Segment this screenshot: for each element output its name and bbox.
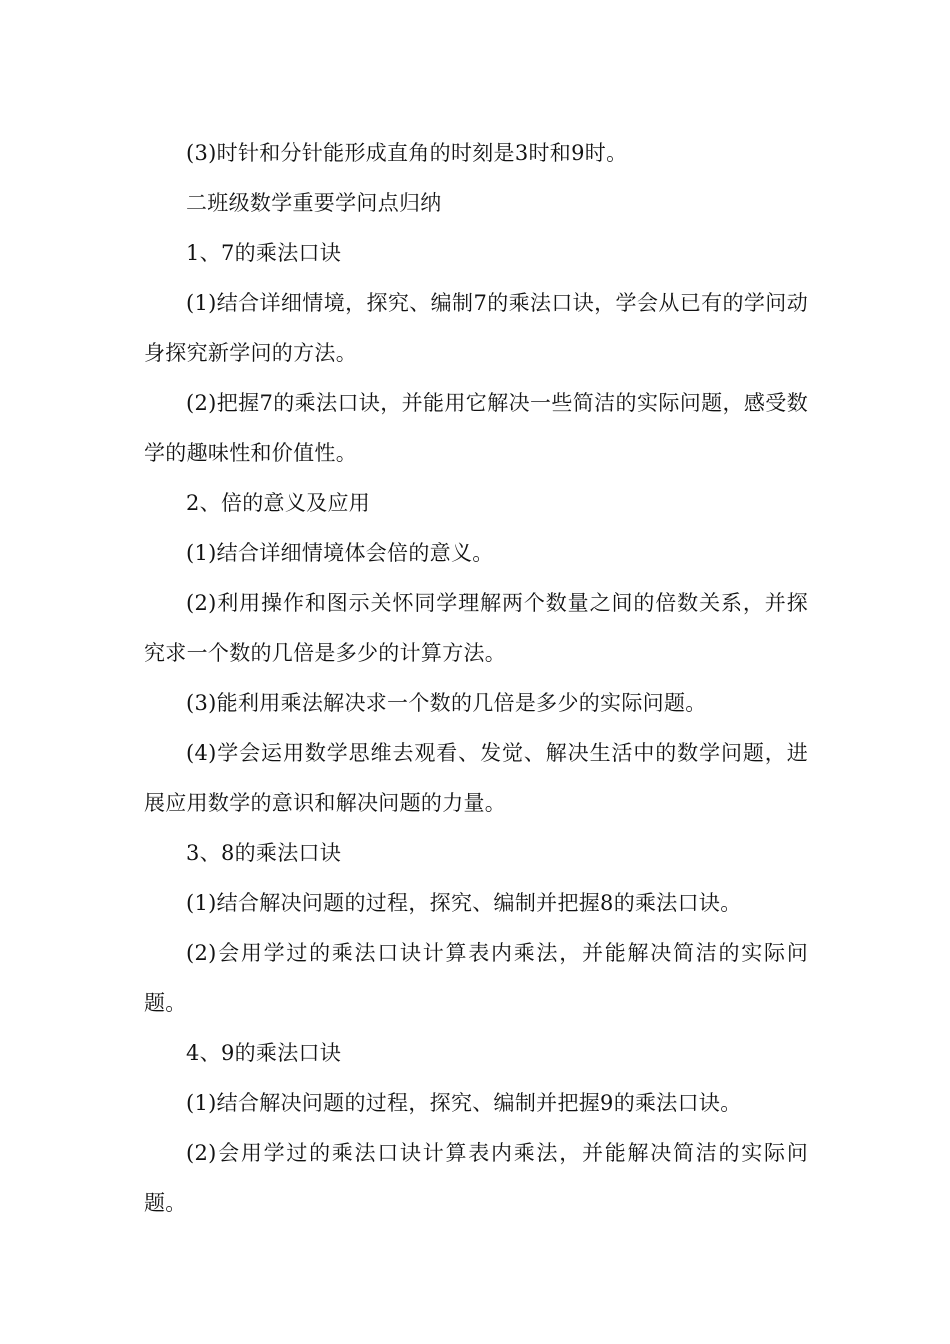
paragraph-multiple-item-4: (4)学会运用数学思维去观看、发觉、解决生活中的数学问题，进展应用数学的意识和解决问题的力量。: [144, 741, 808, 815]
paragraph-7-item-1: (1)结合详细情境，探究、编制7的乘法口诀，学会从已有的学问动身探究新学问的方法。: [144, 291, 808, 365]
paragraph-9-item-1: (1)结合解决问题的过程，探究、编制并把握9的乘法口诀。: [186, 1091, 742, 1115]
heading-9-multiplication: 4、9的乘法口诀: [186, 1041, 342, 1065]
paragraph-7-item-2: (2)把握7的乘法口诀，并能用它解决一些简洁的实际问题，感受数学的趣味性和价值性。: [144, 391, 808, 465]
heading-8-multiplication: 3、8的乘法口诀: [186, 841, 342, 865]
paragraph-8-item-1: (1)结合解决问题的过程，探究、编制并把握8的乘法口诀。: [186, 891, 742, 915]
document-body: [144, 128, 808, 1228]
heading-multiple-meaning: 2、倍的意义及应用: [186, 491, 371, 515]
heading-7-multiplication: 1、7的乘法口诀: [186, 241, 342, 265]
paragraph-multiple-item-2: (2)利用操作和图示关怀同学理解两个数量之间的倍数关系，并探究求一个数的几倍是多少的计算方法。: [144, 591, 808, 665]
paragraph-8-item-2: (2)会用学过的乘法口诀计算表内乘法，并能解决简洁的实际问题。: [144, 941, 808, 1015]
section-heading-summary: 二班级数学重要学问点归纳: [186, 191, 442, 215]
paragraph-multiple-item-1: (1)结合详细情境体会倍的意义。: [186, 541, 494, 565]
paragraph-multiple-item-3: (3)能利用乘法解决求一个数的几倍是多少的实际问题。: [186, 691, 707, 715]
paragraph-clock-right-angle: (3)时针和分针能形成直角的时刻是3时和9时。: [186, 141, 628, 165]
paragraph-9-item-2: (2)会用学过的乘法口诀计算表内乘法，并能解决简洁的实际问题。: [144, 1141, 808, 1215]
